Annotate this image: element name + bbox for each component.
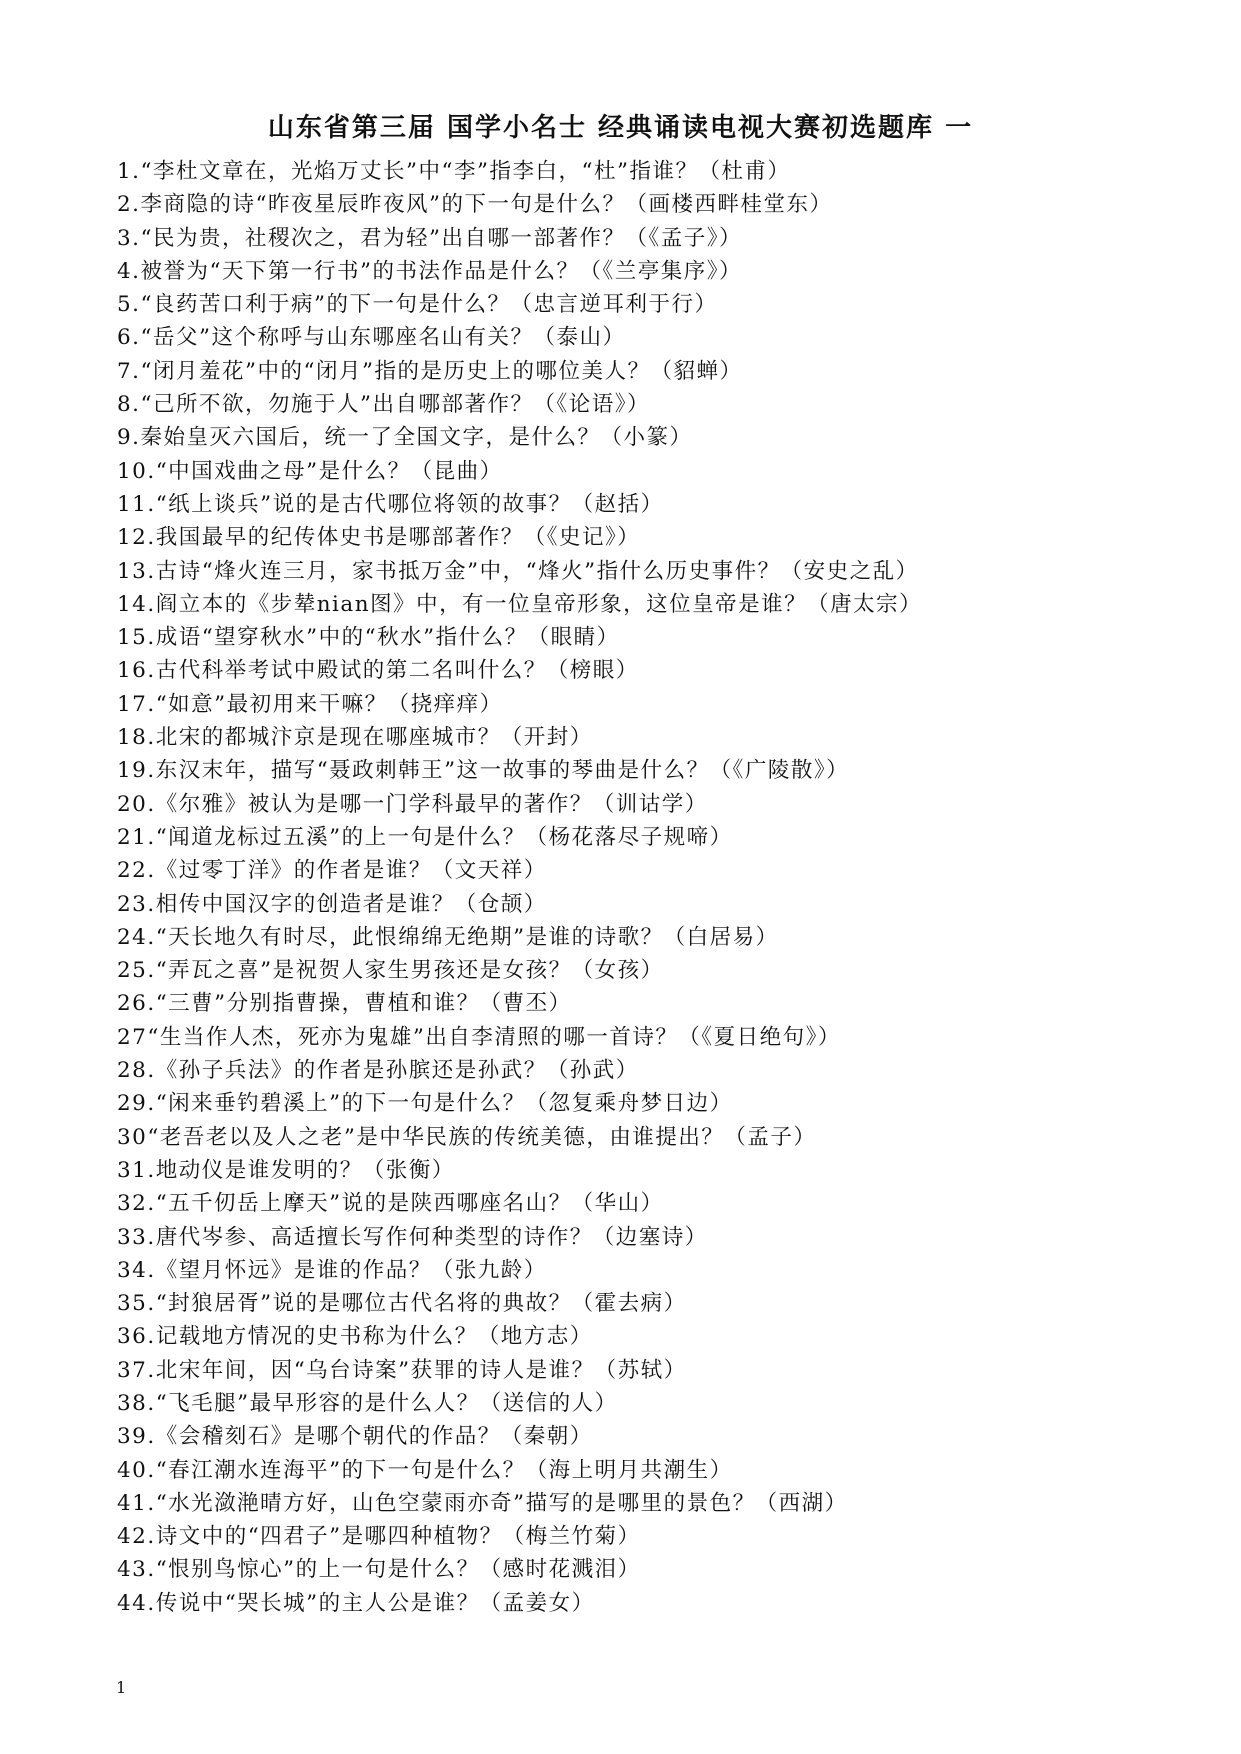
question-item: 32.“五千仞岳上摩天”说的是陕西哪座名山？（华山） bbox=[117, 1191, 664, 1217]
question-item: 41.“水光潋滟晴方好，山色空蒙雨亦奇”描写的是哪里的景色？（西湖） bbox=[117, 1490, 848, 1516]
question-item: 31.地动仪是谁发明的？（张衡） bbox=[117, 1157, 455, 1183]
question-list bbox=[117, 155, 922, 1620]
question-item: 14.阎立本的《步辇nian图》中，有一位皇帝形象，这位皇帝是谁？（唐太宗） bbox=[117, 591, 923, 617]
question-item: 17.“如意”最初用来干嘛？（挠痒痒） bbox=[117, 691, 503, 717]
question-item: 11.“纸上谈兵”说的是古代哪位将领的故事？（赵括） bbox=[117, 491, 664, 517]
question-item: 44.传说中“哭长城”的主人公是谁？（孟姜女） bbox=[117, 1590, 595, 1616]
question-item: 30“老吾老以及人之老”是中华民族的传统美德，由谁提出？（孟子） bbox=[117, 1124, 817, 1150]
question-item: 37.北宋年间，因“乌台诗案”获罪的诗人是谁？（苏轼） bbox=[117, 1357, 687, 1383]
question-item: 29.“闲来垂钓碧溪上”的下一句是什么？（忽复乘舟梦日边） bbox=[117, 1091, 733, 1117]
question-item: 40.“春江潮水连海平”的下一句是什么？（海上明月共潮生） bbox=[117, 1457, 733, 1483]
question-item: 9.秦始皇灭六国后，统一了全国文字，是什么？（小篆） bbox=[117, 425, 693, 451]
question-item: 18.北宋的都城汴京是现在哪座城市？（开封） bbox=[117, 725, 593, 751]
question-item: 10.“中国戏曲之母”是什么？（昆曲） bbox=[117, 458, 503, 484]
question-item: 36.记载地方情况的史书称为什么？（地方志） bbox=[117, 1324, 593, 1350]
question-item: 1.“李杜文章在，光焰万丈长”中“李”指李白，“杜”指谁？（杜甫） bbox=[117, 159, 791, 184]
question-item: 8.“己所不欲，勿施于人”出自哪部著作？（《论语》） bbox=[117, 392, 650, 418]
question-item: 39.《会稽刻石》是哪个朝代的作品？（秦朝） bbox=[117, 1424, 593, 1450]
question-item: 21.“闻道龙标过五溪”的上一句是什么？（杨花落尽子规啼） bbox=[117, 824, 733, 850]
question-item: 5.“良药苦口利于病”的下一句是什么？（忠言逆耳利于行） bbox=[117, 292, 718, 318]
question-item: 42.诗文中的“四君子”是哪四种植物？（梅兰竹菊） bbox=[117, 1524, 641, 1550]
page-number: 1 bbox=[116, 1678, 127, 1697]
question-item: 25.“弄瓦之喜”是祝贺人家生男孩还是女孩？（女孩） bbox=[117, 958, 664, 984]
question-item: 16.古代科举考试中殿试的第二名叫什么？（榜眼） bbox=[117, 658, 639, 684]
question-item: 4.被誉为“天下第一行书”的书法作品是什么？（《兰亭集序》） bbox=[117, 258, 742, 284]
question-item: 38.“飞毛腿”最早形容的是什么人？（送信的人） bbox=[117, 1390, 618, 1416]
question-item: 12.我国最早的纪传体史书是哪部著作？（《史记》） bbox=[117, 525, 641, 551]
question-item: 27“生当作人杰，死亦为鬼雄”出自李清照的哪一首诗？（《夏日绝句》） bbox=[117, 1024, 841, 1050]
question-item: 35.“封狼居胥”说的是哪位古代名将的典故？（霍去病） bbox=[117, 1291, 687, 1317]
question-item: 3.“民为贵，社稷次之，君为轻”出自哪一部著作？（《孟子》） bbox=[117, 225, 742, 251]
question-item: 6.“岳父”这个称呼与山东哪座名山有关？（泰山） bbox=[117, 325, 626, 351]
question-item: 26.“三曹”分别指曹操，曹植和谁？（曹丕） bbox=[117, 991, 572, 1017]
question-item: 7.“闭月羞花”中的“闭月”指的是历史上的哪位美人？（貂蝉） bbox=[117, 358, 743, 384]
question-item: 28.《孙子兵法》的作者是孙膑还是孙武？（孙武） bbox=[117, 1058, 639, 1084]
question-item: 2.李商隐的诗“昨夜星辰昨夜风”的下一句是什么？（画楼西畔桂堂东） bbox=[117, 192, 833, 218]
question-item: 13.古诗“烽火连三月，家书抵万金”中，“烽火”指什么历史事件？（安史之乱） bbox=[117, 558, 919, 584]
question-item: 43.“恨别鸟惊心”的上一句是什么？（感时花溅泪） bbox=[117, 1557, 641, 1583]
question-item: 20.《尔雅》被认为是哪一门学科最早的著作？（训诂学） bbox=[117, 791, 708, 817]
question-item: 23.相传中国汉字的创造者是谁？（仓颉） bbox=[117, 891, 547, 917]
question-item: 24.“天长地久有时尽，此恨绵绵无绝期”是谁的诗歌？（白居易） bbox=[117, 924, 779, 950]
document-title: 山东省第三届 国学小名士 经典诵读电视大赛初选题库 一 bbox=[267, 113, 974, 143]
question-item: 22.《过零丁洋》的作者是谁？（文天祥） bbox=[117, 858, 547, 884]
question-item: 19.东汉末年，描写“聂政刺韩王”这一故事的琴曲是什么？（《广陵散》） bbox=[117, 758, 850, 784]
question-item: 33.唐代岑参、高适擅长写作何种类型的诗作？（边塞诗） bbox=[117, 1224, 708, 1250]
question-item: 15.成语“望穿秋水”中的“秋水”指什么？（眼睛） bbox=[117, 625, 620, 651]
question-item: 34.《望月怀远》是谁的作品？（张九龄） bbox=[117, 1257, 547, 1283]
